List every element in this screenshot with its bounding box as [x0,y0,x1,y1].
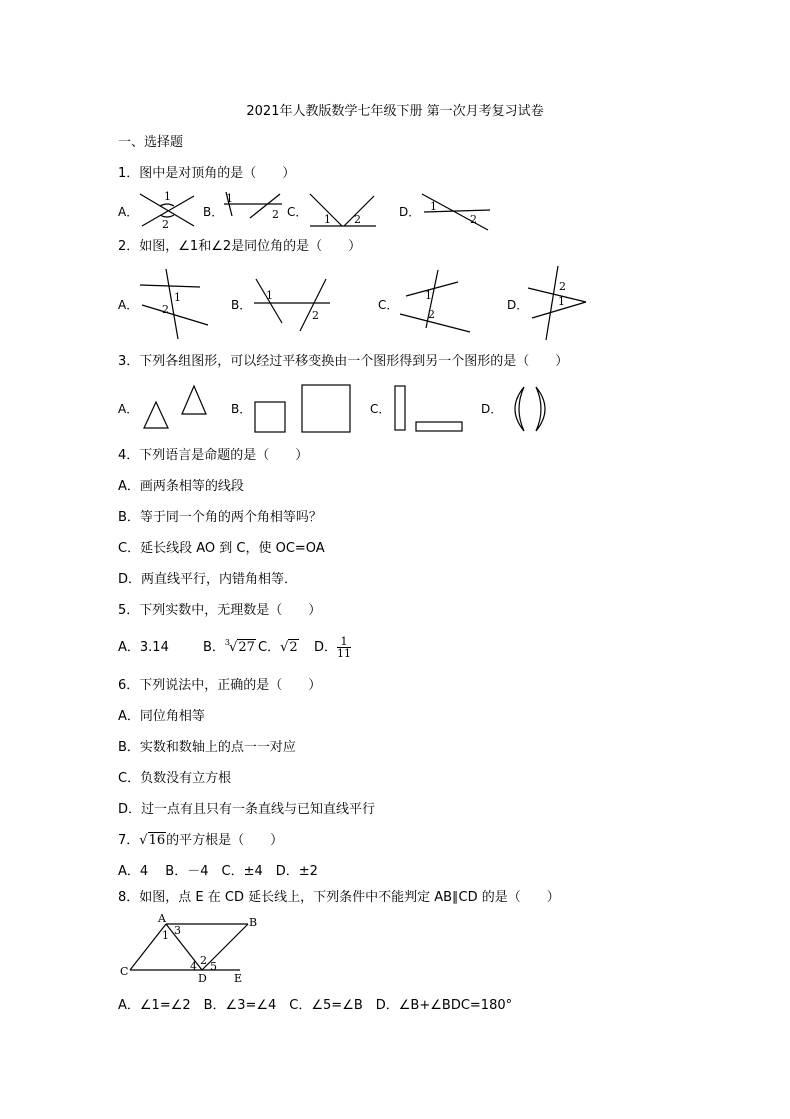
q1-option-b-label: B． [203,205,224,219]
q2-d-label-2: 2 [559,280,566,293]
q1-d-label-2: 2 [470,213,477,226]
q2-option-c-label: C． [378,298,399,312]
question-2-stem: 2．如图，∠1和∠2是同位角的是（ ） [118,239,362,254]
question-7-stem [118,833,283,849]
radicand-16: 16 [148,833,166,848]
q1-c-label-1: 1 [324,213,331,226]
q1-figure-c [308,190,378,230]
q2-a-label-2: 2 [162,303,169,316]
q1-b-label-1: 1 [226,192,233,205]
q4-choice-a: A．画两条相等的线段 [118,479,244,494]
q2-option-b-label: B． [231,298,252,312]
q3-figure-b [252,382,354,434]
q8-point-d: D [198,972,207,985]
q8-angle-5: 5 [210,960,217,973]
sqrt-16: √16 [139,833,166,848]
q8-angle-3: 3 [174,924,181,937]
q2-d-label-1: 1 [558,295,565,308]
q5-option-d [314,636,351,659]
question-1-stem: 1．图中是对顶角的是（ ） [118,166,296,181]
section-heading: 一、选择题 [118,135,184,150]
radicand-2: 2 [289,640,298,655]
question-8-stem: 8．如图，点 E 在 CD 延长线上，下列条件中不能判定 AB∥CD 的是（ ） [118,890,560,905]
question-4-stem: 4．下列语言是命题的是（ ） [118,448,309,463]
q6-choice-c: C．负数没有立方根 [118,771,232,786]
q3-figure-c [392,384,466,434]
q1-option-d-label: D． [399,205,421,219]
q2-c-label-2: 2 [428,308,435,321]
q5-c-prefix: C． [258,640,281,655]
q4-choice-c: C．延长线段 AO 到 C，使 OC=OA [118,541,325,556]
q2-figure-b [252,275,332,335]
q1-b-label-2: 2 [272,208,279,221]
q4-choice-b: B．等于同一个角的两个角相等吗？ [118,510,322,525]
q2-c-label-1: 1 [425,289,432,302]
q3-figure-a [140,382,216,432]
q8-angle-2: 2 [200,954,207,967]
q1-a-label-1: 1 [164,190,171,203]
q1-d-label-1: 1 [430,200,437,213]
question-6-stem: 6．下列说法中，正确的是（ ） [118,678,322,693]
q8-point-b: B [249,916,258,929]
q1-option-c-label: C． [287,205,308,219]
q1-figure-a [138,188,198,230]
q8-options: A．∠1=∠2 B．∠3=∠4 C．∠5=∠B D．∠B+∠BDC=180° [118,998,513,1013]
q3-option-b-label: B． [231,402,252,416]
q7-options: A．4 B．－4 C．±4 D．±2 [118,864,318,879]
q1-c-label-2: 2 [354,213,361,226]
fraction-1-11 [337,636,351,659]
question-5-stem: 5．下列实数中，无理数是（ ） [118,603,322,618]
q2-option-d-label: D． [507,298,529,312]
page-title: 2021年人教版数学七年级下册 第一次月考复习试卷 [246,104,544,119]
q7-number: 7． [118,833,140,848]
q2-b-label-1: 1 [266,289,273,302]
q6-choice-b: B．实数和数轴上的点一一对应 [118,740,296,755]
q6-choice-a: A．同位角相等 [118,709,205,724]
q8-point-c: C [120,965,129,978]
q5-option-b [203,640,256,657]
q2-figure-a [138,265,210,341]
q1-option-a-label: A． [118,205,139,219]
q8-angle-4: 4 [190,960,197,973]
q2-b-label-2: 2 [312,309,319,322]
denominator: 11 [337,647,352,660]
q7-stem-text: 的平方根是（ ） [166,833,284,848]
q8-point-a: A [158,912,166,925]
q2-figure-d [526,262,592,342]
q2-figure-c [398,268,472,338]
q1-a-label-2: 2 [162,218,169,231]
q5-b-prefix: B． [203,640,225,655]
q2-option-a-label: A． [118,298,139,312]
q2-a-label-1: 1 [174,291,181,304]
root-index: 3 [224,638,231,647]
q3-option-c-label: C． [370,402,391,416]
cube-root-27: $^3$√27 [224,638,255,655]
q5-d-prefix: D． [314,640,338,655]
q5-option-a: A．3.14 [118,640,169,655]
question-3-stem: 3．下列各组图形，可以经过平移变换由一个图形得到另一个图形的是（ ） [118,354,569,369]
q8-angle-1: 1 [162,929,169,942]
q6-choice-d: D．过一点有且只有一条直线与已知直线平行 [118,802,376,817]
q8-point-e: E [234,972,243,985]
q4-choice-d: D．两直线平行，内错角相等． [118,572,298,587]
q1-figure-b [222,190,284,226]
q3-option-d-label: D． [481,402,503,416]
radicand-27: 27 [238,640,255,655]
q5-option-c [258,640,299,656]
numerator: 1 [337,636,351,648]
q3-option-a-label: A． [118,402,139,416]
sqrt-2: √2 [280,640,298,655]
q1-figure-d [420,190,492,232]
q8-figure [118,912,258,984]
q3-figure-d [502,385,558,435]
